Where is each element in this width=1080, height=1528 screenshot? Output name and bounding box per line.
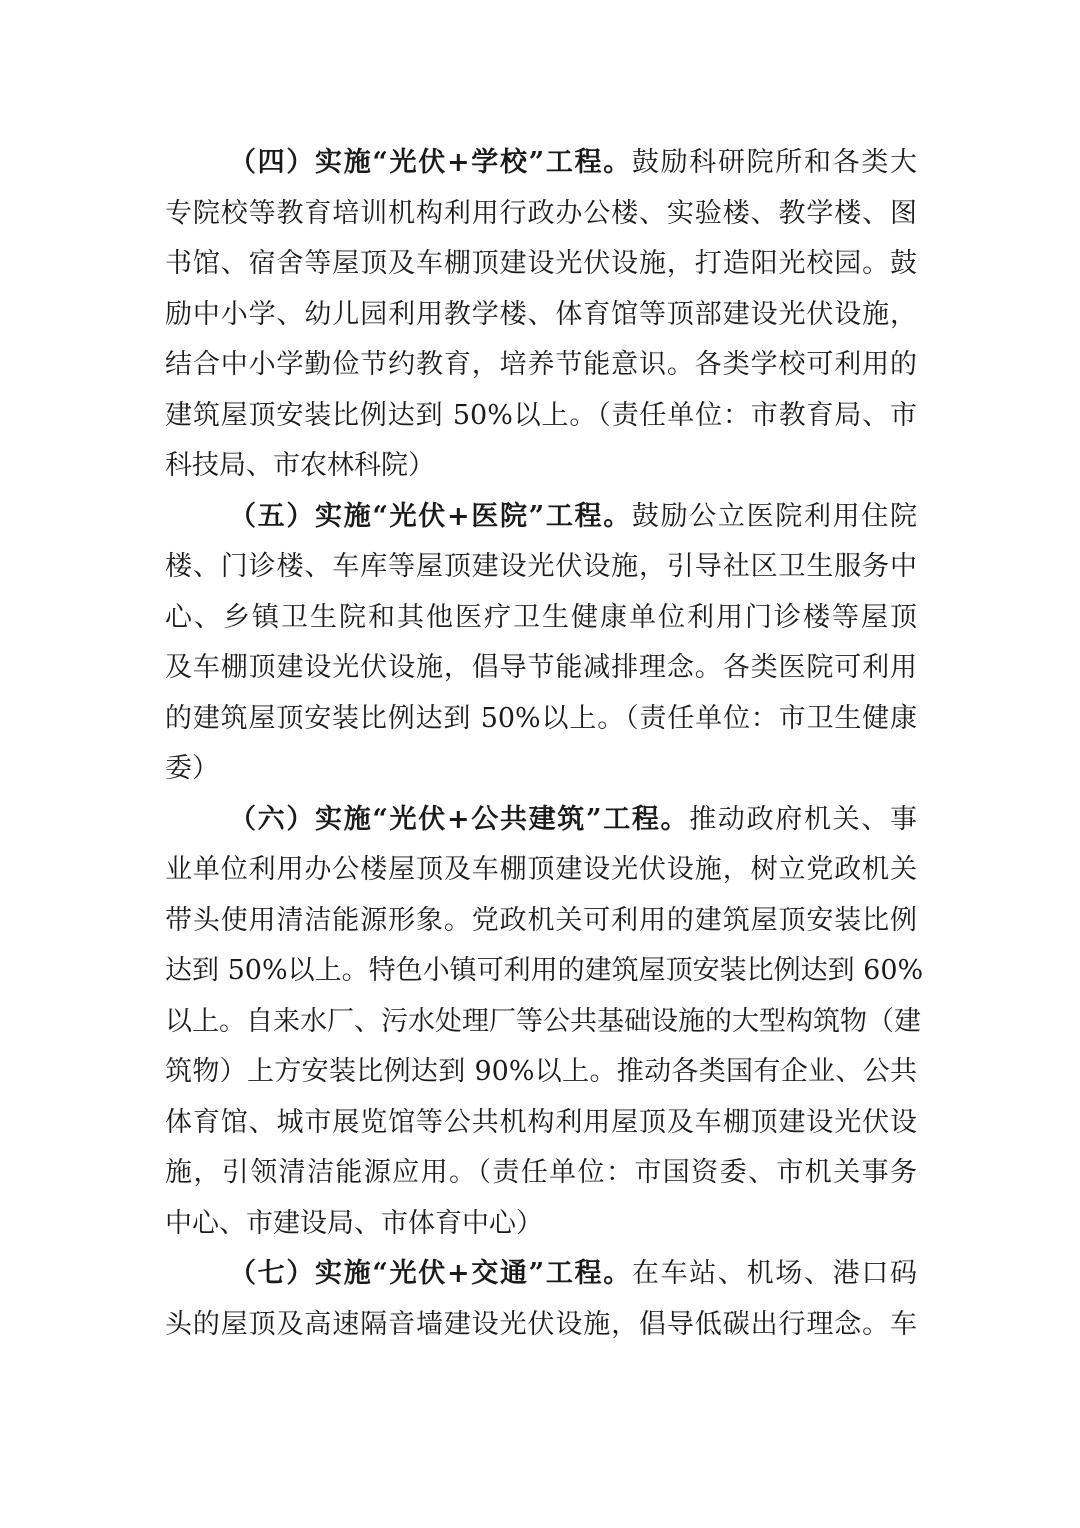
section-heading: （四）实施“光伏+学校”工程。 bbox=[229, 147, 632, 178]
paragraph-line: 科技局、市农林科院） bbox=[165, 450, 435, 481]
paragraph-line: 业单位利用办公楼屋顶及车棚顶建设光伏设施，树立党政机关 bbox=[165, 854, 917, 885]
section-six-photovoltaic-public-buildings bbox=[165, 795, 924, 1250]
section-seven-photovoltaic-transport bbox=[165, 1249, 917, 1350]
paragraph-text: 推动政府机关、事 bbox=[689, 803, 918, 835]
paragraph-line: 建筑屋顶安装比例达到 50%以上。（责任单位：市教育局、市 bbox=[165, 399, 917, 431]
paragraph-line: 达到 50%以上。特色小镇可利用的建筑屋顶安装比例达到 60% bbox=[165, 955, 924, 986]
paragraph-line: 专院校等教育培训机构利用行政办公楼、实验楼、教学楼、图 bbox=[165, 197, 917, 229]
paragraph-line: 中心、市建设局、市体育中心） bbox=[165, 1207, 543, 1239]
paragraph-line bbox=[165, 795, 917, 846]
section-heading: （五）实施“光伏+医院”工程。 bbox=[229, 500, 632, 532]
section-five-photovoltaic-hospitals bbox=[165, 492, 917, 795]
paragraph-line: 书馆、宿舍等屋顶及车棚顶建设光伏设施，打造阳光校园。鼓 bbox=[165, 248, 917, 279]
paragraph-line: 带头使用清洁能源形象。党政机关可利用的建筑屋顶安装比例 bbox=[165, 904, 917, 936]
paragraph-text: 鼓励科研院所和各类大 bbox=[631, 147, 918, 178]
paragraph-line: 心、乡镇卫生院和其他医疗卫生健康单位利用门诊楼等屋顶 bbox=[165, 601, 917, 633]
paragraph-line bbox=[165, 1249, 917, 1300]
paragraph-line: 委） bbox=[165, 753, 219, 784]
section-heading: （七）实施“光伏+交通”工程。 bbox=[229, 1258, 632, 1289]
document-page bbox=[165, 138, 924, 1350]
paragraph-line: 的建筑屋顶安装比例达到 50%以上。（责任单位：市卫生健康 bbox=[165, 702, 917, 734]
paragraph-line: 筑物）上方安装比例达到 90%以上。推动各类国有企业、公共 bbox=[165, 1056, 917, 1087]
paragraph-line: 励中小学、幼儿园利用教学楼、体育馆等顶部建设光伏设施， bbox=[165, 298, 917, 330]
section-heading: （六）实施“光伏+公共建筑”工程。 bbox=[229, 803, 690, 835]
paragraph-line: 施，引领清洁能源应用。（责任单位：市国资委、市机关事务 bbox=[165, 1157, 917, 1188]
section-four-photovoltaic-schools bbox=[165, 138, 917, 492]
paragraph-text: 在车站、机场、港口码 bbox=[631, 1258, 918, 1289]
paragraph-line: 及车棚顶建设光伏设施，倡导节能减排理念。各类医院可利用 bbox=[165, 652, 917, 683]
paragraph-line: 头的屋顶及高速隔音墙建设光伏设施，倡导低碳出行理念。车 bbox=[165, 1308, 917, 1340]
paragraph-line: 结合中小学勤俭节约教育，培养节能意识。各类学校可利用的 bbox=[165, 349, 917, 380]
paragraph-line: 体育馆、城市展览馆等公共机构利用屋顶及车棚顶建设光伏设 bbox=[165, 1106, 917, 1138]
paragraph-line bbox=[165, 492, 917, 543]
paragraph-line: 以上。自来水厂、污水处理厂等公共基础设施的大型构筑物（建 bbox=[165, 1005, 921, 1037]
paragraph-text: 鼓励公立医院利用住院 bbox=[631, 500, 918, 532]
paragraph-line: 楼、门诊楼、车库等屋顶建设光伏设施，引导社区卫生服务中 bbox=[165, 551, 917, 582]
paragraph-line bbox=[165, 138, 917, 189]
